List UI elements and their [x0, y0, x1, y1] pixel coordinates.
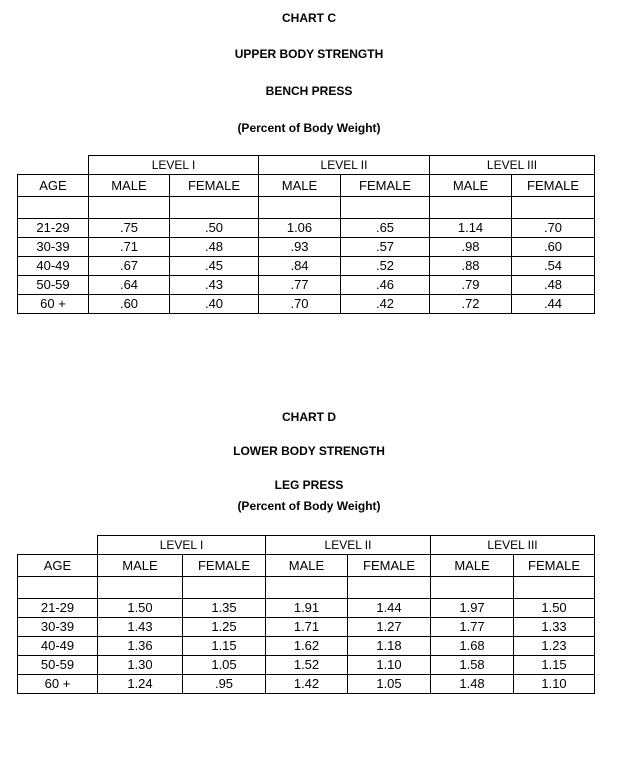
column-header: FEMALE: [183, 555, 266, 577]
value-cell: .71: [89, 238, 170, 257]
age-cell: 60 +: [18, 295, 89, 314]
table-row: [18, 656, 595, 675]
age-cell: 40-49: [18, 637, 98, 656]
value-cell: 1.50: [98, 599, 183, 618]
value-cell: .65: [341, 219, 430, 238]
level-header: LEVEL I: [98, 536, 266, 555]
value-cell: .88: [430, 257, 512, 276]
table-row: [18, 599, 595, 618]
value-cell: .43: [170, 276, 259, 295]
value-cell: 1.42: [266, 675, 348, 694]
chart-d-title: LOWER BODY STRENGTH: [233, 444, 385, 458]
value-cell: .57: [341, 238, 430, 257]
chart-d-exercise: LEG PRESS: [274, 478, 344, 492]
value-cell: .40: [170, 295, 259, 314]
value-cell: 1.48: [431, 675, 514, 694]
value-cell: .48: [170, 238, 259, 257]
level-header: LEVEL II: [266, 536, 431, 555]
value-cell: .60: [89, 295, 170, 314]
chart-d-label: CHART D: [282, 410, 336, 424]
value-cell: 1.91: [266, 599, 348, 618]
value-cell: 1.62: [266, 637, 348, 656]
value-cell: .84: [259, 257, 341, 276]
value-cell: .44: [512, 295, 595, 314]
empty-row: [18, 577, 595, 599]
value-cell: 1.24: [98, 675, 183, 694]
value-cell: .70: [259, 295, 341, 314]
table-row: [18, 675, 595, 694]
value-cell: .67: [89, 257, 170, 276]
value-cell: .75: [89, 219, 170, 238]
value-cell: 1.14: [430, 219, 512, 238]
empty-row: [18, 197, 595, 219]
value-cell: .93: [259, 238, 341, 257]
level-header: LEVEL III: [430, 156, 595, 175]
value-cell: 1.36: [98, 637, 183, 656]
corner-blank: [18, 156, 89, 175]
value-cell: .48: [512, 276, 595, 295]
table-row: [18, 257, 595, 276]
column-header: FEMALE: [341, 175, 430, 197]
column-header: FEMALE: [514, 555, 595, 577]
value-cell: .46: [341, 276, 430, 295]
column-header: MALE: [431, 555, 514, 577]
value-cell: 1.10: [348, 656, 431, 675]
value-cell: .70: [512, 219, 595, 238]
value-cell: 1.27: [348, 618, 431, 637]
value-cell: 1.50: [514, 599, 595, 618]
value-cell: .72: [430, 295, 512, 314]
value-cell: 1.30: [98, 656, 183, 675]
value-cell: .60: [512, 238, 595, 257]
value-cell: 1.43: [98, 618, 183, 637]
table-row: [18, 295, 595, 314]
column-header: FEMALE: [348, 555, 431, 577]
table-row: [18, 637, 595, 656]
value-cell: 1.15: [514, 656, 595, 675]
chart-d-unit: (Percent of Body Weight): [237, 499, 381, 513]
column-header: MALE: [430, 175, 512, 197]
value-cell: .52: [341, 257, 430, 276]
table-row: [18, 219, 595, 238]
value-cell: 1.05: [183, 656, 266, 675]
column-header: MALE: [266, 555, 348, 577]
value-cell: 1.25: [183, 618, 266, 637]
level-header: LEVEL I: [89, 156, 259, 175]
age-cell: 60 +: [18, 675, 98, 694]
value-cell: .79: [430, 276, 512, 295]
column-header: FEMALE: [170, 175, 259, 197]
value-cell: .54: [512, 257, 595, 276]
value-cell: 1.10: [514, 675, 595, 694]
age-cell: 50-59: [18, 656, 98, 675]
value-cell: .98: [430, 238, 512, 257]
column-header: AGE: [18, 555, 98, 577]
chart-c-label: CHART C: [282, 11, 336, 25]
value-cell: 1.71: [266, 618, 348, 637]
age-cell: 30-39: [18, 618, 98, 637]
value-cell: 1.58: [431, 656, 514, 675]
value-cell: 1.35: [183, 599, 266, 618]
column-header: MALE: [259, 175, 341, 197]
value-cell: .42: [341, 295, 430, 314]
value-cell: .64: [89, 276, 170, 295]
value-cell: 1.18: [348, 637, 431, 656]
age-cell: 50-59: [18, 276, 89, 295]
chart-c-exercise: BENCH PRESS: [265, 84, 353, 98]
age-cell: 40-49: [18, 257, 89, 276]
value-cell: .50: [170, 219, 259, 238]
chart-d-table: [17, 535, 595, 694]
column-header: MALE: [89, 175, 170, 197]
value-cell: 1.05: [348, 675, 431, 694]
value-cell: .95: [183, 675, 266, 694]
level-header: LEVEL II: [259, 156, 430, 175]
value-cell: 1.52: [266, 656, 348, 675]
column-header: FEMALE: [512, 175, 595, 197]
value-cell: 1.15: [183, 637, 266, 656]
chart-c-title: UPPER BODY STRENGTH: [234, 47, 384, 61]
value-cell: 1.77: [431, 618, 514, 637]
chart-c-table: [17, 155, 595, 314]
column-header: AGE: [18, 175, 89, 197]
table-row: [18, 618, 595, 637]
value-cell: 1.33: [514, 618, 595, 637]
age-cell: 21-29: [18, 599, 98, 618]
value-cell: 1.06: [259, 219, 341, 238]
value-cell: 1.23: [514, 637, 595, 656]
level-header: LEVEL III: [431, 536, 595, 555]
chart-c-unit: (Percent of Body Weight): [237, 121, 381, 135]
age-cell: 30-39: [18, 238, 89, 257]
table-row: [18, 238, 595, 257]
value-cell: 1.68: [431, 637, 514, 656]
value-cell: .77: [259, 276, 341, 295]
value-cell: 1.97: [431, 599, 514, 618]
value-cell: .45: [170, 257, 259, 276]
age-cell: 21-29: [18, 219, 89, 238]
table-row: [18, 276, 595, 295]
value-cell: 1.44: [348, 599, 431, 618]
column-header: MALE: [98, 555, 183, 577]
corner-blank: [18, 536, 98, 555]
